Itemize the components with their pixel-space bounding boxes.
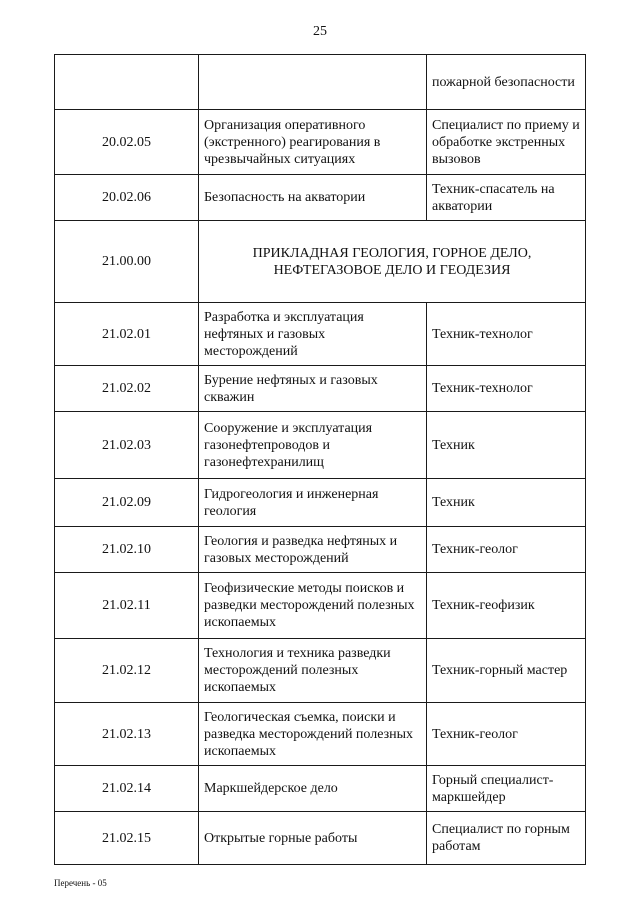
table-row [55, 812, 586, 865]
code-cell: 21.02.14 [55, 766, 199, 812]
table-row [55, 703, 586, 766]
table-row [55, 366, 586, 412]
qualification-cell: Специалист по приему и обработке экстренных вызовов [427, 110, 586, 175]
name-cell [199, 55, 427, 110]
qualification-cell: Техник-геолог [427, 527, 586, 573]
code-cell: 20.02.06 [55, 175, 199, 221]
name-cell: Бурение нефтяных и газовых скважин [199, 366, 427, 412]
table-row [55, 479, 586, 527]
code-cell: 21.02.11 [55, 573, 199, 639]
qualification-cell: пожарной безопасности [427, 55, 586, 110]
section-row [55, 221, 586, 303]
code-cell: 21.02.13 [55, 703, 199, 766]
table-row [55, 110, 586, 175]
qualification-cell: Техник-технолог [427, 366, 586, 412]
code-cell: 21.02.01 [55, 303, 199, 366]
footer-note: Перечень - 05 [54, 878, 107, 888]
qualification-cell: Специалист по горным работам [427, 812, 586, 865]
qualification-cell: Техник [427, 479, 586, 527]
table-row [55, 175, 586, 221]
qualification-cell: Техник-геолог [427, 703, 586, 766]
table-row [55, 639, 586, 703]
table-row [55, 412, 586, 479]
code-cell: 21.02.09 [55, 479, 199, 527]
name-cell: Организация оперативного (экстренного) реагирования в чрезвычайных ситуациях [199, 110, 427, 175]
name-cell: Разработка и эксплуатация нефтяных и газовых месторождений [199, 303, 427, 366]
table-row [55, 55, 586, 110]
code-cell: 21.02.15 [55, 812, 199, 865]
page-number: 25 [313, 24, 327, 39]
qualification-cell: Горный специалист-маркшейдер [427, 766, 586, 812]
table-row [55, 527, 586, 573]
name-cell: Технология и техника разведки месторождений полезных ископаемых [199, 639, 427, 703]
code-cell: 21.02.02 [55, 366, 199, 412]
code-cell: 21.02.10 [55, 527, 199, 573]
qualification-cell: Техник-горный мастер [427, 639, 586, 703]
code-cell: 21.02.12 [55, 639, 199, 703]
section-title: ПРИКЛАДНАЯ ГЕОЛОГИЯ, ГОРНОЕ ДЕЛО, НЕФТЕГАЗОВОЕ ДЕЛО И ГЕОДЕЗИЯ [199, 221, 586, 303]
name-cell: Открытые горные работы [199, 812, 427, 865]
qualification-cell: Техник-спасатель на акватории [427, 175, 586, 221]
name-cell: Безопасность на акватории [199, 175, 427, 221]
code-cell: 20.02.05 [55, 110, 199, 175]
section-code-cell: 21.00.00 [55, 221, 199, 303]
qualification-cell: Техник-технолог [427, 303, 586, 366]
table-row [55, 573, 586, 639]
qualification-cell: Техник-геофизик [427, 573, 586, 639]
name-cell: Маркшейдерское дело [199, 766, 427, 812]
name-cell: Сооружение и эксплуатация газонефтепроводов и газонефтехранилищ [199, 412, 427, 479]
code-cell [55, 55, 199, 110]
qualification-cell: Техник [427, 412, 586, 479]
code-cell: 21.02.03 [55, 412, 199, 479]
table-row [55, 303, 586, 366]
name-cell: Гидрогеология и инженерная геология [199, 479, 427, 527]
specialties-table [54, 54, 586, 865]
table-row [55, 766, 586, 812]
name-cell: Геофизические методы поисков и разведки месторождений полезных ископаемых [199, 573, 427, 639]
name-cell: Геологическая съемка, поиски и разведка месторождений полезных ископаемых [199, 703, 427, 766]
name-cell: Геология и разведка нефтяных и газовых месторождений [199, 527, 427, 573]
